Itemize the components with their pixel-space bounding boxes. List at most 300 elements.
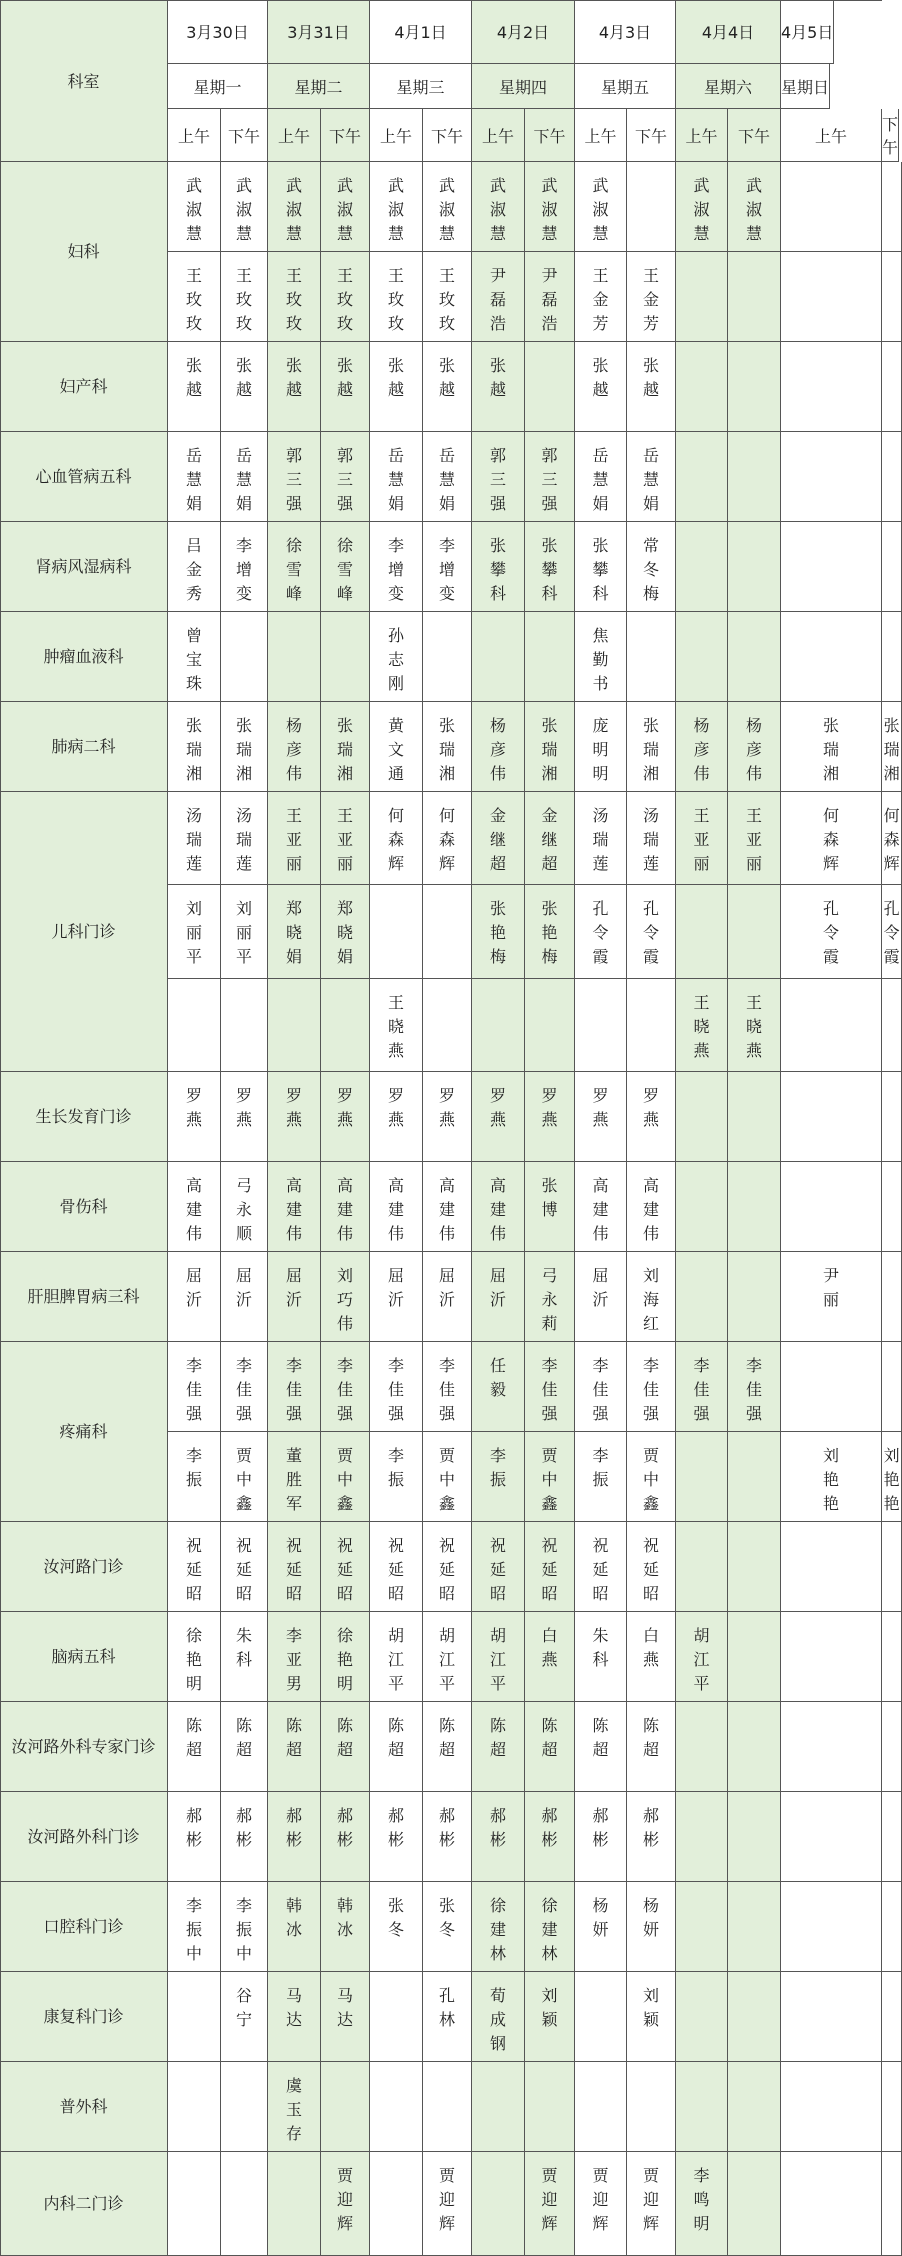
day-date-header: 4月5日 [781, 0, 834, 64]
doctor-name: 胡江平 [489, 1626, 506, 1693]
doctor-slot [882, 1252, 902, 1342]
doctor-slot [525, 1162, 575, 1252]
doctor-name: 王晓燕 [387, 993, 404, 1060]
doctor-slot [575, 1882, 627, 1972]
doctor-slot [268, 1252, 321, 1342]
doctor-slot [781, 1792, 882, 1882]
doctor-slot [221, 1702, 268, 1792]
period-pm-header: 下午 [525, 109, 575, 162]
doctor-slot [472, 1522, 525, 1612]
doctor-slot [575, 1612, 627, 1702]
doctor-name: 郝彬 [541, 1806, 558, 1849]
doctor-name: 罗燕 [642, 1086, 659, 1129]
doctor-name: 罗燕 [541, 1086, 558, 1129]
doctor-slot [370, 1702, 423, 1792]
doctor-slot [168, 1972, 221, 2062]
doctor-slot [627, 1432, 676, 1522]
doctor-slot [575, 342, 627, 432]
doctor-slot [575, 979, 627, 1072]
department-name: 肿瘤血液科 [0, 612, 168, 702]
doctor-slot [676, 979, 728, 1072]
department-name: 汝河路外科门诊 [0, 1792, 168, 1882]
doctor-name: 胡江平 [693, 1626, 710, 1693]
doctor-slot [221, 1792, 268, 1882]
doctor-slot [781, 342, 882, 432]
doctor-slot [882, 1702, 902, 1792]
doctor-slot [676, 1972, 728, 2062]
doctor-slot [423, 342, 472, 432]
doctor-name: 陈超 [592, 1716, 609, 1759]
doctor-name: 罗燕 [387, 1086, 404, 1129]
doctor-slot [321, 1792, 370, 1882]
department-name: 汝河路外科专家门诊 [0, 1702, 168, 1792]
doctor-slot [321, 252, 370, 342]
doctor-slot [221, 1972, 268, 2062]
doctor-name: 高建伟 [642, 1176, 659, 1243]
doctor-slot [168, 702, 221, 792]
doctor-name: 岳慧娟 [438, 446, 455, 513]
doctor-slot [221, 522, 268, 612]
doctor-slot [370, 522, 423, 612]
doctor-name: 张瑞湘 [336, 716, 353, 783]
doctor-name: 陈超 [642, 1716, 659, 1759]
doctor-slot [321, 522, 370, 612]
doctor-slot [472, 1792, 525, 1882]
doctor-slot [221, 1252, 268, 1342]
period-am-header: 上午 [168, 109, 221, 162]
doctor-slot [781, 612, 882, 702]
doctor-slot [676, 432, 728, 522]
doctor-name: 贾中鑫 [541, 1446, 558, 1513]
doctor-slot [627, 1702, 676, 1792]
doctor-slot [728, 1522, 781, 1612]
doctor-name: 何森辉 [822, 806, 839, 873]
doctor-slot [370, 885, 423, 979]
period-pm-header: 下午 [728, 109, 781, 162]
doctor-name: 朱科 [592, 1626, 609, 1669]
doctor-slot [268, 2062, 321, 2152]
doctor-slot [575, 1432, 627, 1522]
doctor-slot [882, 2062, 902, 2152]
doctor-name: 郝彬 [387, 1806, 404, 1849]
doctor-slot [882, 1162, 902, 1252]
doctor-slot [781, 1702, 882, 1792]
doctor-name: 李佳强 [185, 1356, 202, 1423]
doctor-name: 高建伟 [387, 1176, 404, 1243]
doctor-slot [221, 702, 268, 792]
doctor-slot [525, 1792, 575, 1882]
doctor-slot [627, 979, 676, 1072]
doctor-name: 李佳强 [387, 1356, 404, 1423]
doctor-slot [370, 2062, 423, 2152]
doctor-slot [321, 1972, 370, 2062]
doctor-name: 高建伟 [592, 1176, 609, 1243]
doctor-slot [321, 1612, 370, 1702]
doctor-slot [423, 979, 472, 1072]
doctor-slot [882, 979, 902, 1072]
doctor-name: 贾迎辉 [642, 2166, 659, 2233]
doctor-name: 张攀科 [489, 536, 506, 603]
doctor-name: 杨妍 [592, 1896, 609, 1939]
doctor-slot [321, 1252, 370, 1342]
doctor-name: 屈沂 [285, 1266, 302, 1309]
doctor-slot [525, 979, 575, 1072]
doctor-slot [370, 432, 423, 522]
doctor-name: 张瑞湘 [541, 716, 558, 783]
doctor-slot [728, 1432, 781, 1522]
period-pm-header: 下午 [423, 109, 472, 162]
doctor-name: 王亚丽 [285, 806, 302, 873]
doctor-name: 贾中鑫 [438, 1446, 455, 1513]
doctor-name: 常冬梅 [642, 536, 659, 603]
doctor-name: 郝彬 [438, 1806, 455, 1849]
doctor-name: 李振 [489, 1446, 506, 1489]
doctor-name: 陈超 [185, 1716, 202, 1759]
doctor-slot [423, 1612, 472, 1702]
doctor-name: 高建伟 [336, 1176, 353, 1243]
doctor-name: 马达 [285, 1986, 302, 2029]
doctor-name: 祝延昭 [438, 1536, 455, 1603]
doctor-slot [168, 1522, 221, 1612]
doctor-slot [575, 885, 627, 979]
doctor-slot [676, 1792, 728, 1882]
doctor-slot [676, 792, 728, 885]
doctor-slot [676, 2152, 728, 2256]
doctor-name: 陈超 [285, 1716, 302, 1759]
doctor-slot [781, 1972, 882, 2062]
period-am-header: 上午 [472, 109, 525, 162]
department-name: 普外科 [0, 2062, 168, 2152]
doctor-slot [882, 612, 902, 702]
doctor-slot [221, 1432, 268, 1522]
doctor-name: 陈超 [387, 1716, 404, 1759]
doctor-name: 张越 [592, 356, 609, 399]
doctor-slot [370, 612, 423, 702]
doctor-slot [168, 432, 221, 522]
doctor-slot [575, 1072, 627, 1162]
doctor-name: 祝延昭 [336, 1536, 353, 1603]
doctor-name: 罗燕 [185, 1086, 202, 1129]
doctor-slot [525, 252, 575, 342]
doctor-slot [627, 1522, 676, 1612]
doctor-slot [728, 1702, 781, 1792]
doctor-slot [221, 342, 268, 432]
doctor-slot [575, 1252, 627, 1342]
doctor-slot [168, 2152, 221, 2256]
doctor-slot [575, 792, 627, 885]
doctor-name: 贾迎辉 [438, 2166, 455, 2233]
doctor-slot [882, 252, 902, 342]
doctor-slot [221, 1162, 268, 1252]
doctor-name: 韩冰 [336, 1896, 353, 1939]
period-pm-header: 下午 [321, 109, 370, 162]
doctor-slot [472, 2152, 525, 2256]
doctor-slot [423, 522, 472, 612]
doctor-slot [525, 1342, 575, 1432]
doctor-slot [268, 1072, 321, 1162]
day-weekday-header: 星期一 [168, 64, 268, 109]
doctor-name: 孙志刚 [387, 626, 404, 693]
doctor-slot [728, 522, 781, 612]
doctor-name: 张攀科 [541, 536, 558, 603]
doctor-name: 王亚丽 [745, 806, 762, 873]
doctor-name: 黄文通 [387, 716, 404, 783]
department-name: 妇产科 [0, 342, 168, 432]
doctor-name: 高建伟 [285, 1176, 302, 1243]
doctor-slot [728, 1882, 781, 1972]
doctor-slot [370, 162, 423, 252]
department-name: 肾病风湿病科 [0, 522, 168, 612]
doctor-slot [370, 1162, 423, 1252]
doctor-name: 杨彦伟 [693, 716, 710, 783]
doctor-slot [728, 612, 781, 702]
doctor-slot [525, 1612, 575, 1702]
department-name: 妇科 [0, 162, 168, 342]
doctor-slot [370, 1522, 423, 1612]
doctor-slot [525, 1252, 575, 1342]
doctor-name: 张越 [185, 356, 202, 399]
doctor-name: 祝延昭 [489, 1536, 506, 1603]
doctor-name: 陈超 [336, 1716, 353, 1759]
doctor-slot [728, 2062, 781, 2152]
doctor-slot [728, 342, 781, 432]
doctor-name: 白燕 [541, 1626, 558, 1669]
doctor-name: 岳慧娟 [592, 446, 609, 513]
day-weekday-header: 星期三 [370, 64, 472, 109]
doctor-slot [423, 432, 472, 522]
doctor-name: 曾宝珠 [185, 626, 202, 693]
doctor-name: 武淑慧 [489, 176, 506, 243]
doctor-slot [575, 162, 627, 252]
doctor-slot [168, 1792, 221, 1882]
doctor-name: 李鸣明 [693, 2166, 710, 2233]
department-name: 内科二门诊 [0, 2152, 168, 2256]
doctor-name: 王晓燕 [693, 993, 710, 1060]
doctor-slot [472, 1972, 525, 2062]
doctor-slot [221, 885, 268, 979]
doctor-name: 郝彬 [185, 1806, 202, 1849]
doctor-slot [370, 1432, 423, 1522]
doctor-slot [575, 2062, 627, 2152]
doctor-name: 李佳强 [438, 1356, 455, 1423]
doctor-name: 罗燕 [285, 1086, 302, 1129]
doctor-slot [472, 1342, 525, 1432]
doctor-slot [627, 2152, 676, 2256]
doctor-slot [472, 792, 525, 885]
doctor-name: 荀成钢 [489, 1986, 506, 2053]
doctor-slot [676, 1072, 728, 1162]
doctor-name: 张瑞湘 [822, 716, 839, 783]
doctor-slot [728, 885, 781, 979]
doctor-slot [268, 885, 321, 979]
doctor-name: 谷宁 [235, 1986, 252, 2029]
doctor-name: 郭三强 [489, 446, 506, 513]
doctor-slot [221, 979, 268, 1072]
doctor-name: 李佳强 [745, 1356, 762, 1423]
doctor-name: 刘海红 [642, 1266, 659, 1333]
doctor-name: 陈超 [438, 1716, 455, 1759]
doctor-slot [627, 342, 676, 432]
doctor-slot [321, 2062, 370, 2152]
doctor-slot [575, 702, 627, 792]
doctor-slot [525, 1522, 575, 1612]
doctor-name: 郭三强 [285, 446, 302, 513]
doctor-slot [627, 1882, 676, 1972]
doctor-name: 罗燕 [592, 1086, 609, 1129]
doctor-slot [423, 885, 472, 979]
doctor-slot [423, 162, 472, 252]
doctor-slot [370, 1972, 423, 2062]
doctor-slot [882, 1882, 902, 1972]
doctor-slot [781, 1432, 882, 1522]
doctor-name: 董胜军 [285, 1446, 302, 1513]
dept-column-header: 科室 [0, 0, 168, 162]
doctor-name: 何森辉 [438, 806, 455, 873]
department-name: 康复科门诊 [0, 1972, 168, 2062]
doctor-slot [882, 1972, 902, 2062]
doctor-slot [728, 252, 781, 342]
doctor-slot [781, 1882, 882, 1972]
doctor-name: 朱科 [235, 1626, 252, 1669]
doctor-name: 刘巧伟 [336, 1266, 353, 1333]
doctor-slot [728, 162, 781, 252]
doctor-name: 张瑞湘 [642, 716, 659, 783]
doctor-name: 庞明明 [592, 716, 609, 783]
doctor-slot [525, 792, 575, 885]
period-am-header: 上午 [781, 109, 882, 162]
doctor-slot [882, 522, 902, 612]
doctor-name: 杨妍 [642, 1896, 659, 1939]
doctor-name: 张越 [387, 356, 404, 399]
doctor-slot [321, 162, 370, 252]
doctor-slot [168, 252, 221, 342]
doctor-slot [525, 1702, 575, 1792]
doctor-slot [472, 1072, 525, 1162]
doctor-slot [472, 162, 525, 252]
doctor-name: 张攀科 [592, 536, 609, 603]
doctor-name: 李佳强 [285, 1356, 302, 1423]
doctor-name: 李佳强 [541, 1356, 558, 1423]
doctor-slot [370, 702, 423, 792]
doctor-name: 祝延昭 [592, 1536, 609, 1603]
doctor-slot [676, 1252, 728, 1342]
day-weekday-header: 星期五 [575, 64, 676, 109]
doctor-slot [882, 885, 902, 979]
doctor-slot [728, 1342, 781, 1432]
day-date-header: 3月30日 [168, 0, 268, 64]
doctor-slot [423, 1162, 472, 1252]
department-name: 儿科门诊 [0, 792, 168, 1072]
doctor-name: 张艳梅 [541, 899, 558, 966]
doctor-name: 祝延昭 [235, 1536, 252, 1603]
doctor-slot [321, 1162, 370, 1252]
doctor-slot [423, 1432, 472, 1522]
doctor-slot [168, 1162, 221, 1252]
doctor-slot [268, 1702, 321, 1792]
doctor-name: 张冬 [387, 1896, 404, 1939]
doctor-slot [781, 162, 882, 252]
doctor-slot [268, 252, 321, 342]
doctor-slot [268, 2152, 321, 2256]
doctor-slot [168, 1072, 221, 1162]
doctor-name: 罗燕 [235, 1086, 252, 1129]
doctor-slot [728, 1162, 781, 1252]
doctor-name: 祝延昭 [185, 1536, 202, 1603]
doctor-slot [168, 1342, 221, 1432]
doctor-slot [525, 1072, 575, 1162]
doctor-name: 罗燕 [438, 1086, 455, 1129]
doctor-name: 焦勤书 [592, 626, 609, 693]
doctor-name: 徐雪峰 [336, 536, 353, 603]
doctor-slot [575, 612, 627, 702]
doctor-slot [781, 1252, 882, 1342]
doctor-slot [423, 1702, 472, 1792]
doctor-slot [168, 792, 221, 885]
day-date-header: 3月31日 [268, 0, 370, 64]
doctor-name: 武淑慧 [387, 176, 404, 243]
department-name: 肺病二科 [0, 702, 168, 792]
doctor-slot [525, 702, 575, 792]
doctor-slot [472, 1162, 525, 1252]
doctor-name: 杨彦伟 [285, 716, 302, 783]
doctor-slot [728, 702, 781, 792]
doctor-slot [321, 612, 370, 702]
doctor-name: 郭三强 [541, 446, 558, 513]
doctor-slot [525, 162, 575, 252]
doctor-slot [575, 2152, 627, 2256]
doctor-name: 李振中 [185, 1896, 202, 1963]
doctor-name: 祝延昭 [285, 1536, 302, 1603]
day-weekday-header: 星期二 [268, 64, 370, 109]
period-am-header: 上午 [370, 109, 423, 162]
doctor-slot [423, 612, 472, 702]
department-name: 口腔科门诊 [0, 1882, 168, 1972]
doctor-name: 李佳强 [336, 1356, 353, 1423]
period-pm-header: 下午 [627, 109, 676, 162]
department-name: 心血管病五科 [0, 432, 168, 522]
doctor-name: 武淑慧 [185, 176, 202, 243]
doctor-name: 王玫玫 [336, 266, 353, 333]
doctor-slot [370, 1072, 423, 1162]
doctor-name: 郝彬 [592, 1806, 609, 1849]
period-am-header: 上午 [676, 109, 728, 162]
doctor-slot [221, 2062, 268, 2152]
doctor-name: 李佳强 [235, 1356, 252, 1423]
doctor-slot [168, 342, 221, 432]
doctor-slot [423, 1522, 472, 1612]
doctor-slot [168, 885, 221, 979]
doctor-slot [575, 252, 627, 342]
doctor-slot [882, 1522, 902, 1612]
doctor-name: 刘丽平 [185, 899, 202, 966]
doctor-name: 郭三强 [336, 446, 353, 513]
doctor-slot [423, 1882, 472, 1972]
doctor-slot [781, 885, 882, 979]
doctor-slot [221, 612, 268, 702]
doctor-slot [676, 1342, 728, 1432]
doctor-name: 汤瑞莲 [235, 806, 252, 873]
doctor-slot [627, 1972, 676, 2062]
day-weekday-header: 星期日 [781, 64, 830, 109]
doctor-slot [627, 702, 676, 792]
doctor-slot [575, 1972, 627, 2062]
doctor-slot [525, 342, 575, 432]
doctor-name: 何森辉 [387, 806, 404, 873]
doctor-slot [423, 2152, 472, 2256]
doctor-name: 郝彬 [285, 1806, 302, 1849]
doctor-name: 徐建林 [541, 1896, 558, 1963]
doctor-name: 李佳强 [693, 1356, 710, 1423]
